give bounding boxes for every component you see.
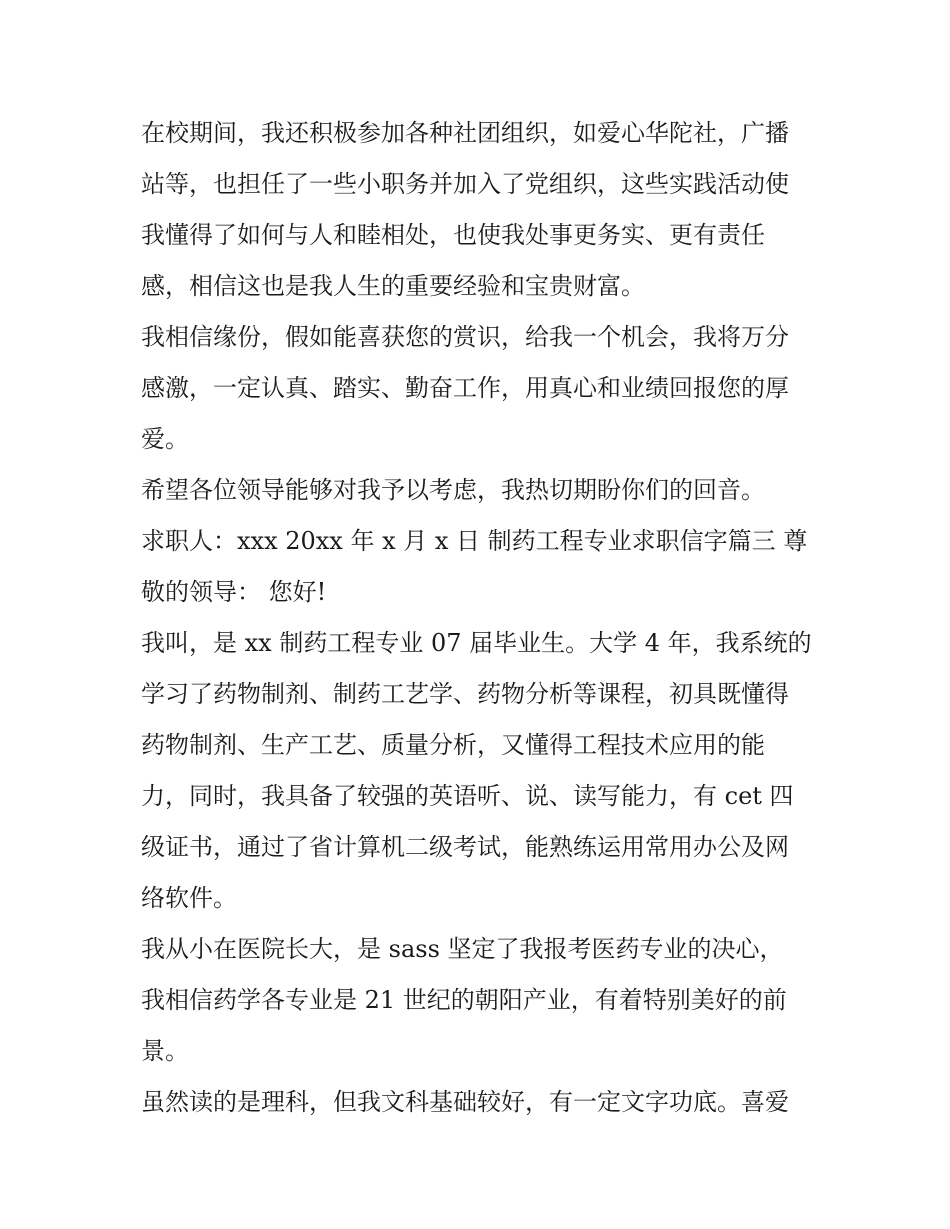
body-text [141,108,821,1128]
text-line: 学习了药物制剂、制药工艺学、药物分析等课程，初具既懂得 [141,680,789,708]
text-line: 我叫，是 xx 制药工程专业 07 届毕业生。大学 4 年，我系统的 [141,629,812,657]
text-line: 站等，也担任了一些小职务并加入了党组织，这些实践活动使 [141,170,789,198]
text-line: 爱。 [141,425,189,453]
text-line: 敬的领导： 您好! [141,578,327,606]
text-line: 我从小在医院长大，是 sass 坚定了我报考医药专业的决心， [141,935,784,963]
text-line: 在校期间，我还积极参加各种社团组织，如爱心华陀社，广播 [141,119,789,147]
text-line: 虽然读的是理科，但我文科基础较好，有一定文字功底。喜爱 [141,1088,789,1116]
text-line: 希望各位领导能够对我予以考虑，我热切期盼你们的回音。 [141,476,765,504]
text-line: 感，相信这也是我人生的重要经验和宝贵财富。 [141,272,645,300]
text-line: 我相信缘份，假如能喜获您的赏识，给我一个机会，我将万分 [141,323,789,351]
text-line: 景。 [141,1037,189,1065]
text-line: 络软件。 [141,884,237,912]
text-line: 感激，一定认真、踏实、勤奋工作，用真心和业绩回报您的厚 [141,374,789,402]
text-line: 力，同时，我具备了较强的英语听、说、读写能力，有 cet 四 [141,782,794,810]
text-line: 我懂得了如何与人和睦相处，也使我处事更务实、更有责任 [141,221,765,249]
text-line: 级证书，通过了省计算机二级考试，能熟练运用常用办公及网 [141,833,789,861]
text-line: 我相信药学各专业是 21 世纪的朝阳产业，有着特别美好的前 [141,986,787,1014]
text-line: 药物制剂、生产工艺、质量分析，又懂得工程技术应用的能 [141,731,765,759]
text-line: 求职人：xxx 20xx 年 x 月 x 日 制药工程专业求职信字篇三 尊 [141,527,808,555]
